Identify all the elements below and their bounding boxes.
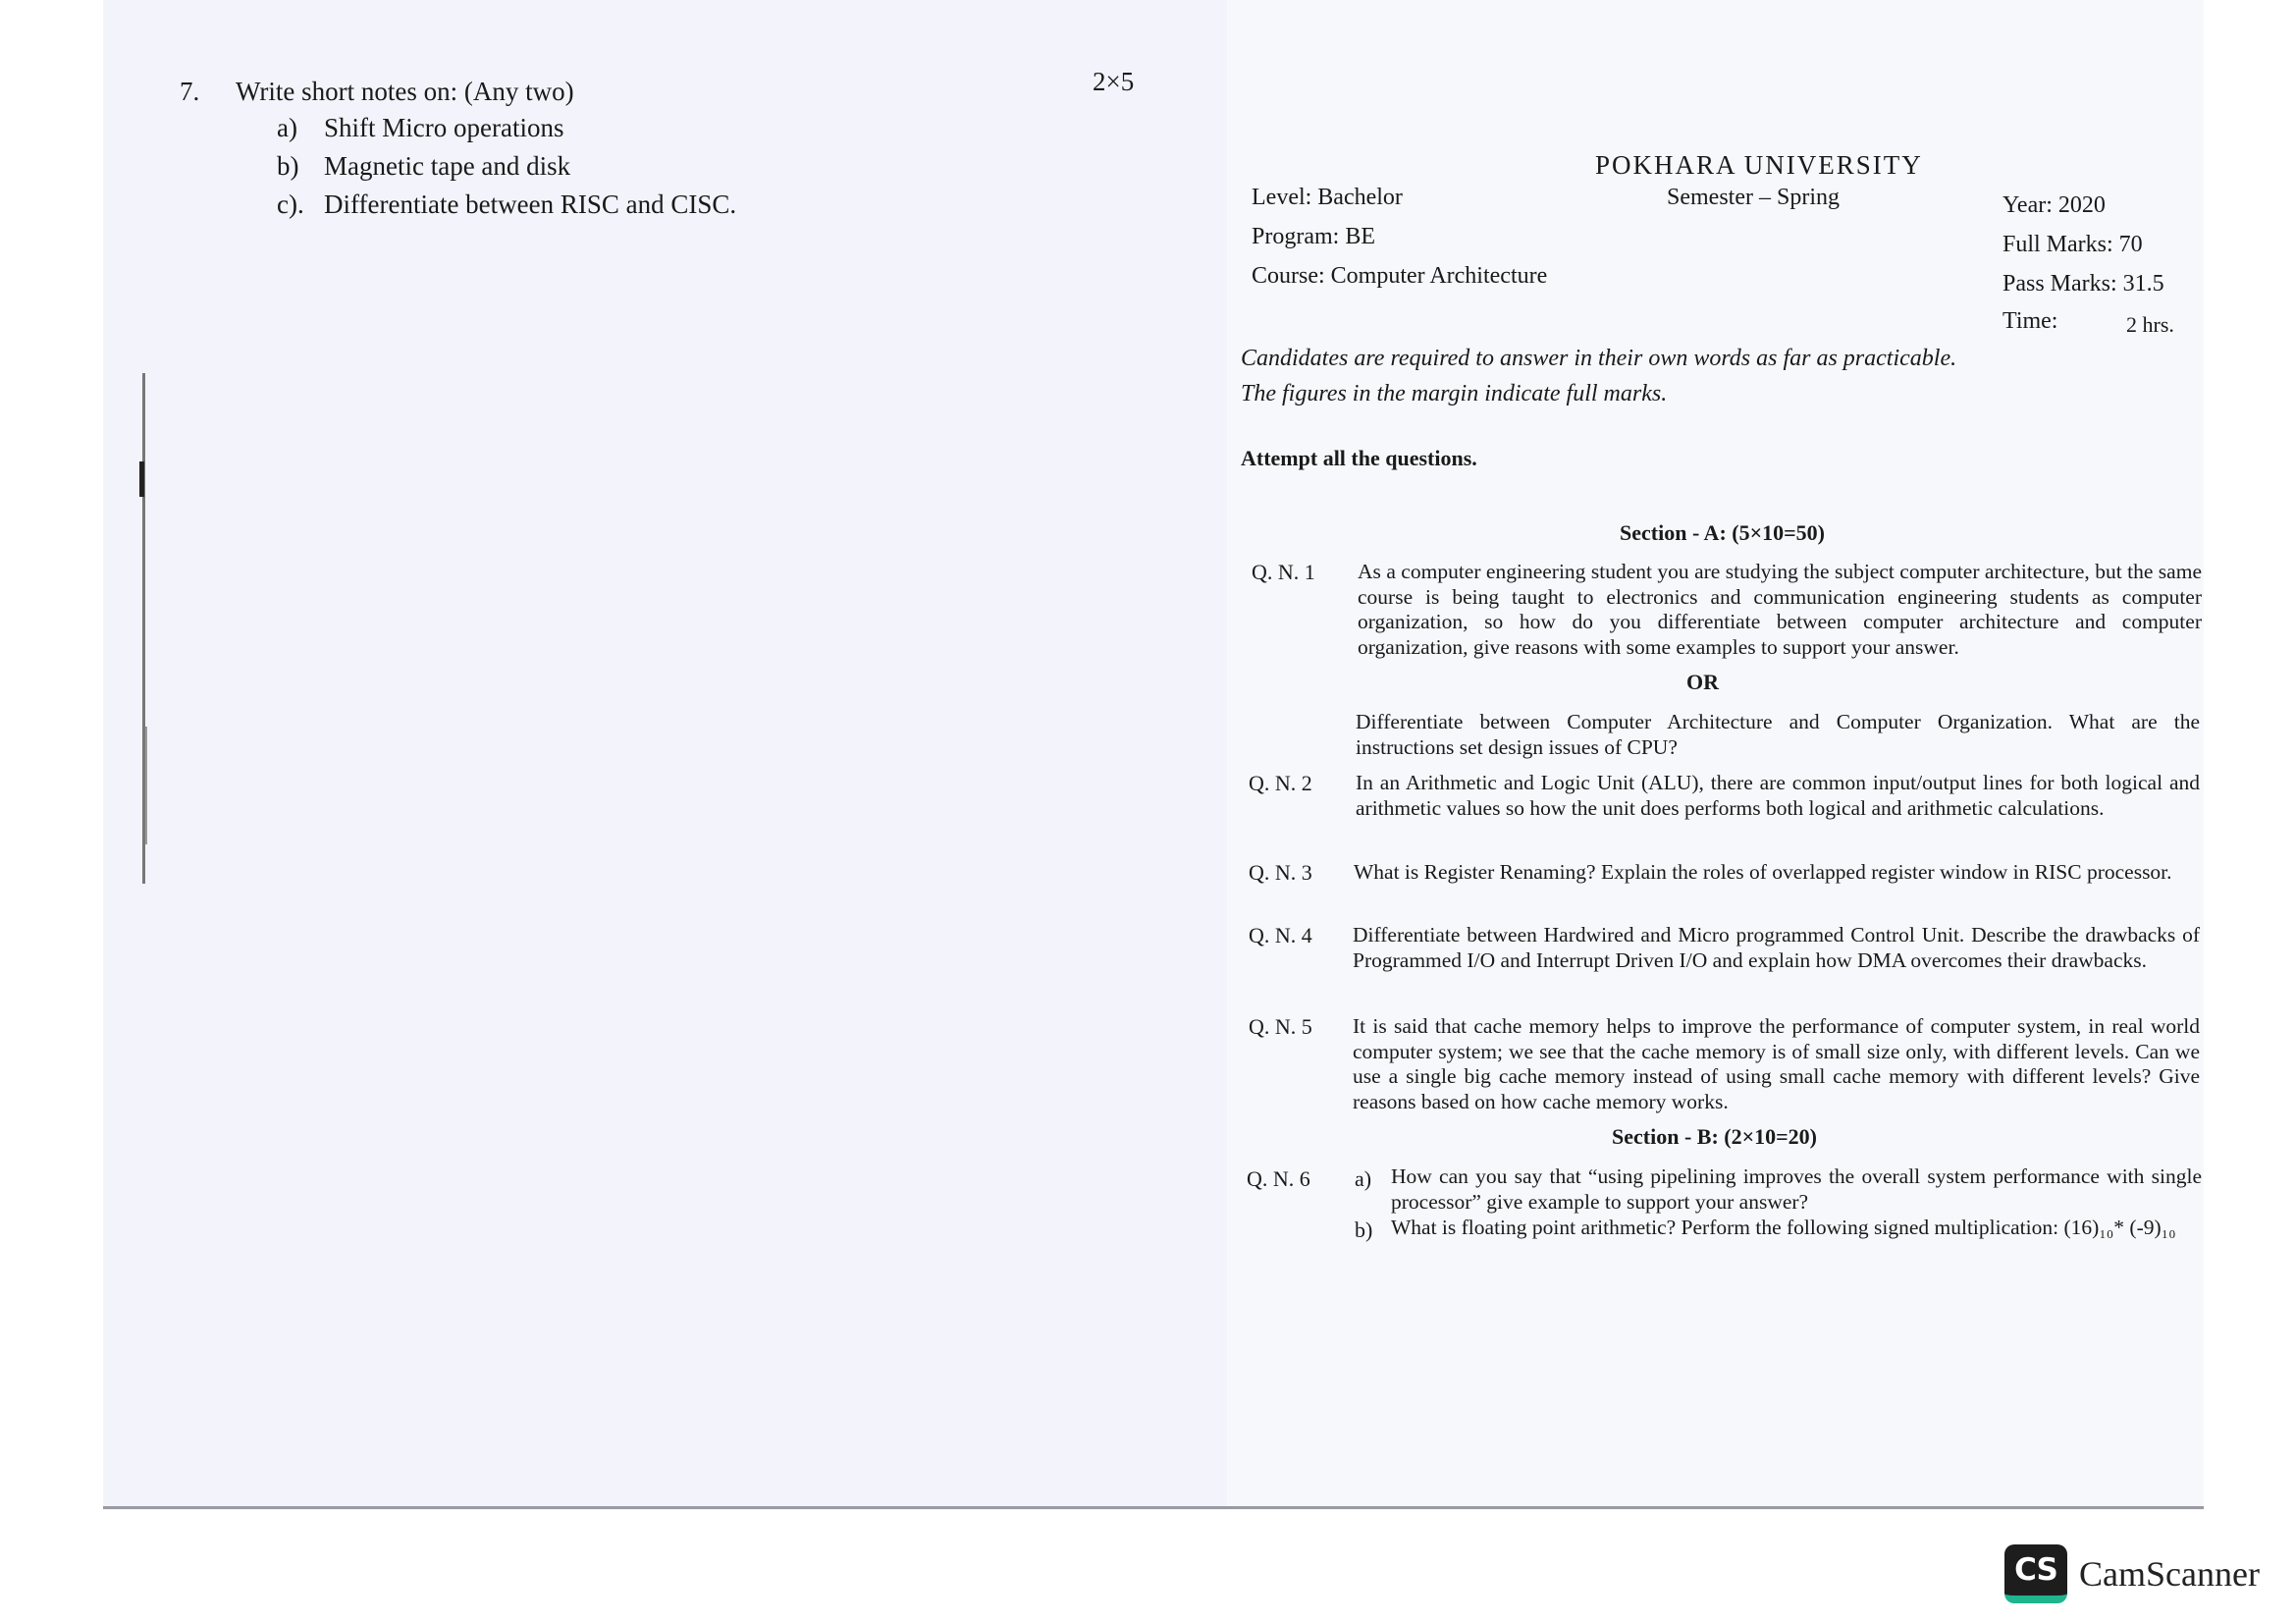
margin-mark: [145, 727, 147, 844]
question-number: Q. N. 6: [1247, 1166, 1310, 1191]
sheet-bottom-edge: [103, 1506, 2204, 1509]
instruction-line: Candidates are required to answer in their own words as far as practicable.: [1241, 346, 1957, 371]
question-text: It is said that cache memory helps to improve the performance of computer system, in real world computer system; we see that the cache memory is of small size only, with different levels. Can we use a single big cache memory instead of using small cache memory with different levels? Give reasons based on how cache memory works.: [1353, 1014, 2200, 1113]
camscanner-logo-icon: CS: [2004, 1544, 2067, 1603]
full-marks: Full Marks: 70: [2002, 232, 2143, 257]
question-text: Differentiate between Hardwired and Micro programmed Control Unit. Describe the drawbacks of Programmed I/O and Interrupt Driven I/O and explain how DMA overcomes their drawbacks.: [1353, 923, 2200, 972]
item-label: a): [277, 113, 297, 142]
question-number: Q. N. 1: [1252, 560, 1315, 584]
question-text: What is Register Renaming? Explain the roles of overlapped register window in RISC processor.: [1354, 860, 2172, 884]
level: Level: Bachelor: [1252, 185, 1403, 210]
question-number: Q. N. 5: [1249, 1014, 1312, 1039]
q7-heading: Write short notes on: (Any two): [236, 77, 574, 106]
section-b-heading: Section - B: (2×10=20): [1612, 1124, 1817, 1149]
camscanner-brand: CamScanner: [2079, 1554, 2260, 1594]
attempt-instruction: Attempt all the questions.: [1241, 446, 1477, 470]
instruction-line: The figures in the margin indicate full marks.: [1241, 381, 1668, 406]
question-text: In an Arithmetic and Logic Unit (ALU), there are common input/output lines for both logical and arithmetic values so how the unit does performs both logical and arithmetic calculations.: [1356, 771, 2200, 820]
time-value: 2 hrs.: [2126, 312, 2174, 337]
part-text: What is floating point arithmetic? Perform the following signed multiplication: (16)₁₀* (-9)₁₀: [1391, 1216, 2176, 1239]
time-label: Time:: [2002, 308, 2058, 334]
question-text: Differentiate between Computer Architecture and Computer Organization. What are the instructions set design issues of CPU?: [1356, 710, 2200, 759]
section-a-heading: Section - A: (5×10=50): [1620, 520, 1825, 545]
q7-marks: 2×5: [1093, 67, 1135, 96]
item-text: Magnetic tape and disk: [324, 151, 571, 181]
item-label: c).: [277, 189, 304, 219]
university-name: POKHARA UNIVERSITY: [1595, 150, 1923, 180]
margin-mark: [139, 461, 144, 497]
program: Program: BE: [1252, 224, 1375, 249]
question-text: As a computer engineering student you are studying the subject computer architecture, but the same course is being taught to electronics and communication engineering students as computer organization, so how do you differentiate between computer architecture and computer organization, give reasons with some examples to support your answer.: [1358, 560, 2202, 659]
course: Course: Computer Architecture: [1252, 263, 1548, 289]
q7-number: 7.: [180, 77, 200, 106]
item-text: Differentiate between RISC and CISC.: [324, 189, 737, 219]
year: Year: 2020: [2002, 192, 2106, 218]
part-label: a): [1355, 1166, 1372, 1191]
question-number: Q. N. 2: [1249, 771, 1312, 795]
question-number: Q. N. 3: [1249, 860, 1312, 885]
item-text: Shift Micro operations: [324, 113, 564, 142]
or-separator: OR: [1686, 670, 1719, 694]
question-number: Q. N. 4: [1249, 923, 1312, 947]
part-label: b): [1355, 1217, 1373, 1242]
pass-marks: Pass Marks: 31.5: [2002, 271, 2164, 297]
item-label: b): [277, 151, 299, 181]
semester: Semester – Spring: [1667, 185, 1840, 210]
part-text: How can you say that “using pipelining improves the overall system performance with single processor” give example to support your answer?: [1391, 1164, 2202, 1214]
